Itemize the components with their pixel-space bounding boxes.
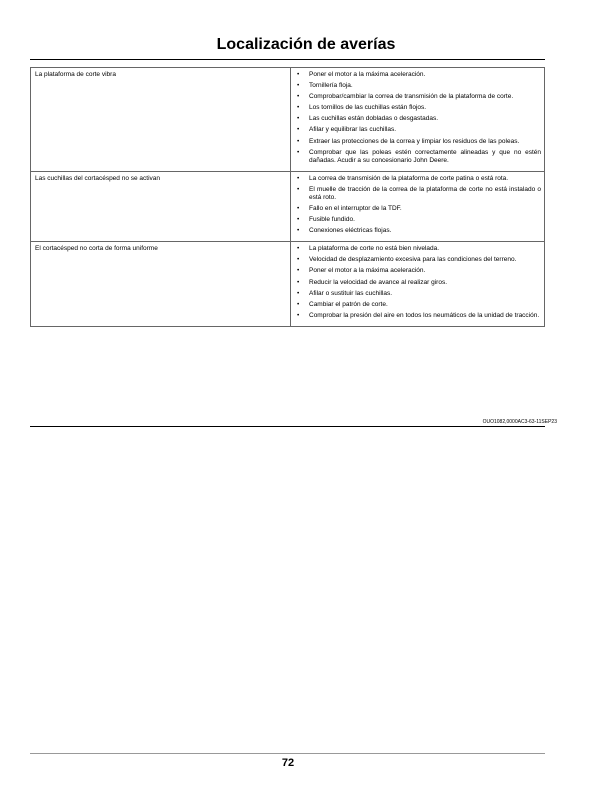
bullet-icon: • [297,71,300,78]
cause-text: La correa de transmisión de la plataforma de corte patina o está rota. [309,174,509,182]
problem-text: Las cuchillas del cortacésped no se activan [35,174,161,182]
footer-divider [30,753,545,754]
problem-cell [31,242,291,327]
cause-text: Afilar y equilibrar las cuchillas. [309,126,397,134]
document-code: OUO1082,0000AC3-63-11SEP23 [482,419,557,425]
cause-text: El muelle de tracción de la correa de la plataforma de corte no está instalado o está roto. [309,185,541,201]
cause-text: Comprobar la presión del aire en todos los neumáticos de la unidad de tracción. [309,311,540,319]
section-end-divider [30,426,545,427]
table-row [31,68,545,172]
bullet-icon: • [297,245,300,253]
list-item [295,149,541,165]
cause-text: Velocidad de desplazamiento excesiva para las condiciones del terreno. [309,256,517,264]
bullet-icon: • [297,137,300,145]
causes-cell [291,68,545,172]
bullet-icon: • [297,185,300,193]
page-number: 72 [281,757,295,769]
bullet-icon: • [297,115,300,123]
cause-text: Conexiones eléctricas flojas. [309,227,392,235]
cause-text: Extraer las protecciones de la correa y limpiar los residuos de las poleas. [309,137,520,145]
problem-text: El cortacésped no corta de forma uniforme [35,245,158,253]
bullet-icon: • [297,216,300,224]
cause-text: Comprobar que las poleas estén correctamente alineadas y que no estén dañadas. Acudir a su concesionario John Deere. [309,148,541,164]
list-item [295,301,541,309]
cause-text: Comprobar/cambiar la correa de transmisión de la plataforma de corte. [309,93,514,101]
troubleshooting-table [30,67,545,327]
table-row [31,171,545,241]
cause-text: Las cuchillas están dobladas o desgastadas. [309,115,439,123]
list-item [295,312,541,320]
cause-text: Fallo en el interruptor de la TDF. [309,204,402,212]
title-divider [30,59,545,60]
bullet-icon: • [297,148,300,156]
list-item [295,138,541,146]
cause-text: Cambiar el patrón de corte. [309,300,388,308]
list-item [295,279,541,287]
list-item [295,186,541,202]
list-item [295,290,541,298]
bullet-icon: • [297,289,300,297]
list-item [295,245,541,253]
list-item [295,93,541,101]
bullet-icon: • [297,93,300,101]
page-title: Localización de averías [216,36,396,53]
list-item [295,71,541,79]
bullet-icon: • [297,227,300,235]
cause-text: Afilar o sustituir las cuchillas. [309,289,393,297]
bullet-icon: • [297,204,300,212]
cause-text: Los tornillos de las cuchillas están flojos. [309,104,427,112]
troubleshooting-table-body [31,68,545,327]
list-item [295,175,541,183]
cause-text: Fusible fundido. [309,216,355,224]
causes-list [295,245,541,320]
cause-text: Tornillería floja. [309,82,353,90]
causes-cell [291,171,545,241]
problem-cell [31,68,291,172]
cause-text: La plataforma de corte no está bien nivelada. [309,245,440,253]
causes-list [295,71,541,165]
bullet-icon: • [297,82,300,90]
list-item [295,82,541,90]
bullet-icon: • [297,267,300,275]
problem-text: La plataforma de corte vibra [35,71,116,78]
list-item [295,115,541,123]
bullet-icon: • [297,300,300,308]
bullet-icon: • [297,311,300,319]
cause-text: Poner el motor a la máxima aceleración. [309,71,426,78]
list-item [295,267,541,275]
cause-text: Poner el motor a la máxima aceleración. [309,267,426,275]
list-item [295,227,541,235]
table-row [31,242,545,327]
causes-cell [291,242,545,327]
bullet-icon: • [297,256,300,264]
bullet-icon: • [297,104,300,112]
causes-list [295,175,541,235]
cause-text: Reducir la velocidad de avance al realizar giros. [309,278,448,286]
list-item [295,126,541,134]
bullet-icon: • [297,278,300,286]
list-item [295,216,541,224]
list-item [295,256,541,264]
list-item [295,205,541,213]
bullet-icon: • [297,174,300,182]
problem-cell [31,171,291,241]
bullet-icon: • [297,126,300,134]
list-item [295,104,541,112]
